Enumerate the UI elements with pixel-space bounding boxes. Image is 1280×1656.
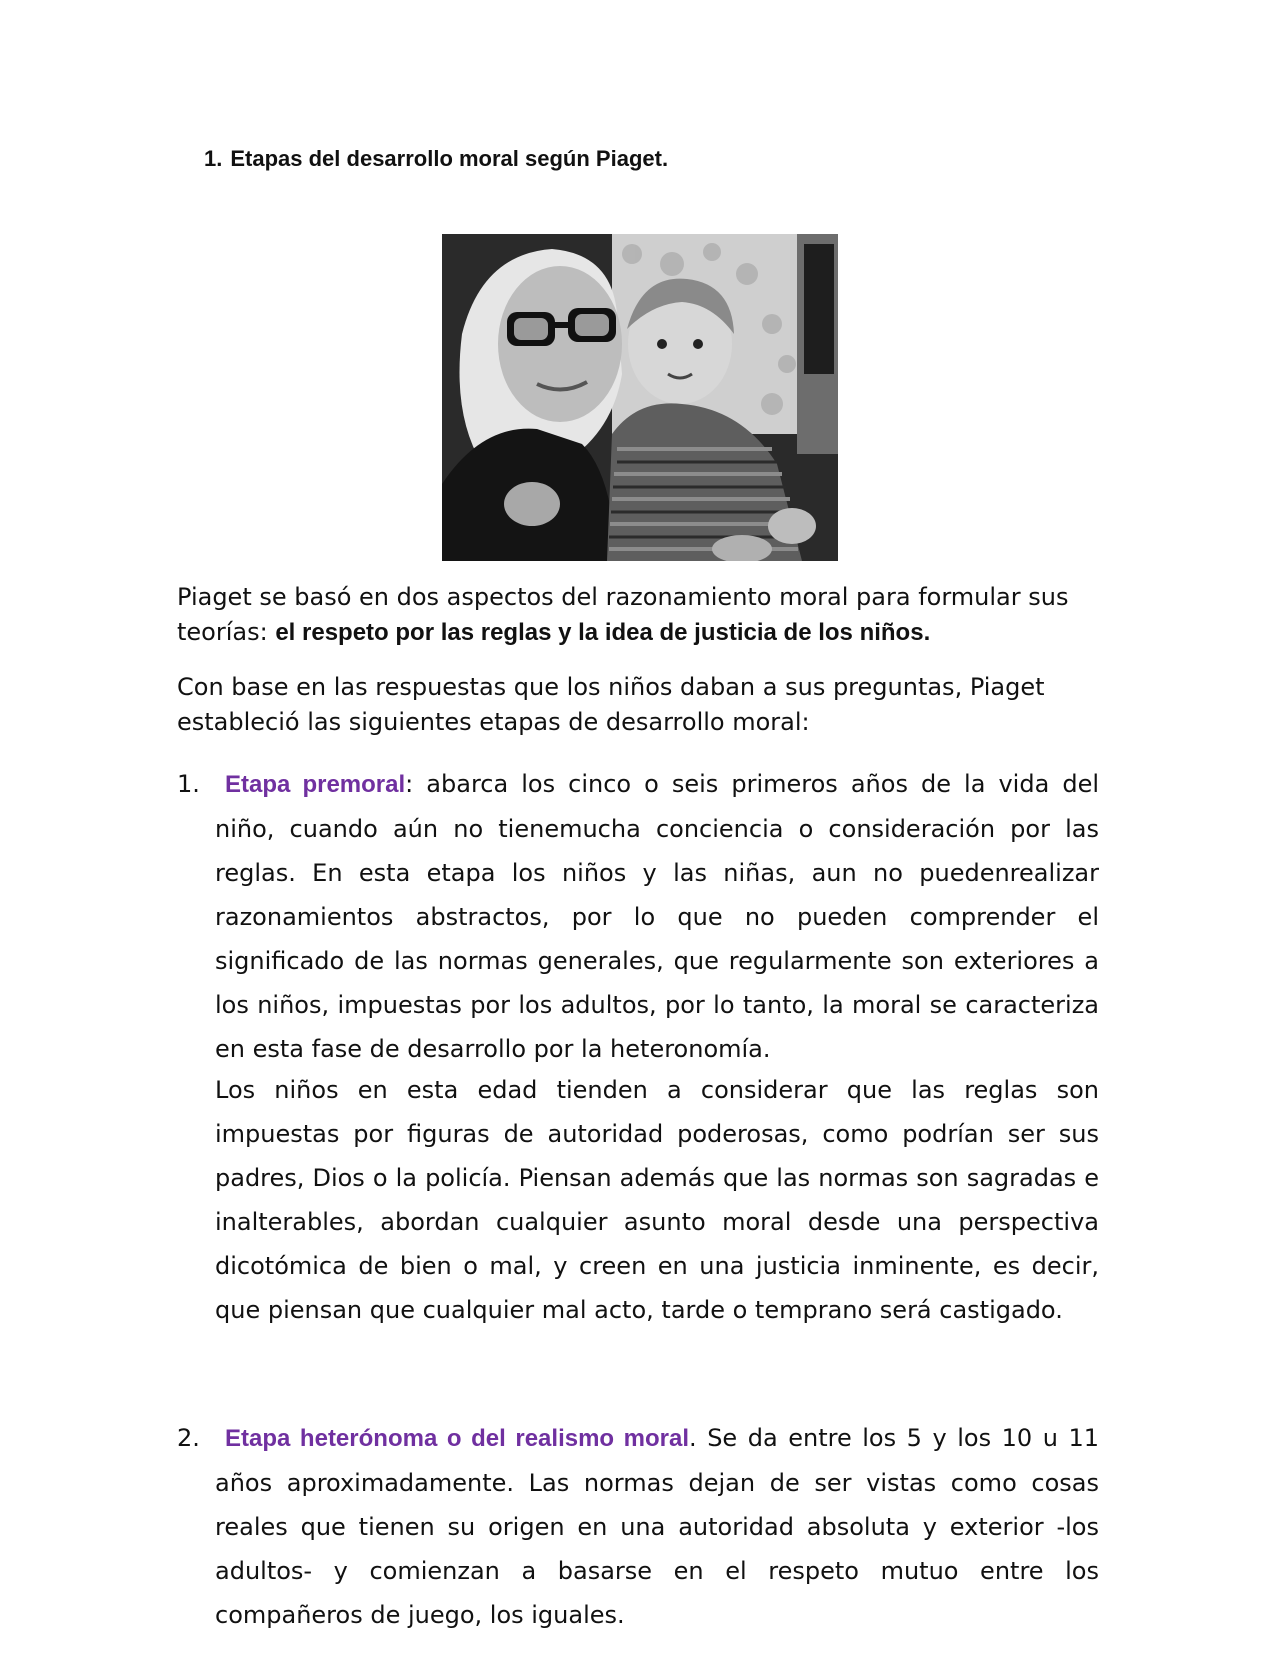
piaget-photo bbox=[442, 234, 838, 561]
photo-piaget-with-child-icon bbox=[442, 234, 838, 561]
term-heteronoma: Etapa heterónoma o del realismo moral bbox=[225, 1425, 690, 1452]
list-item-1-continuation: Los niños en esta edad tienden a considerar que las reglas son impuestas por figuras de autoridad poderosas, como podrían ser sus padres, Dios o la policía. Piensan además que las normas son sagradas e inalterables, abordan cualquier asunto moral desde una perspectiva dicotómica de bien o mal, y creen en una justicia inminente, es decir, que piensan que cualquier mal acto, tarde o temprano será castigado. bbox=[215, 1076, 1099, 1324]
list-item-1 bbox=[215, 762, 1099, 1071]
intro-paragraph-2: Con base en las respuestas que los niños daban a sus preguntas, Piaget estableció las siguientes etapas de desarrollo moral: bbox=[177, 673, 1045, 736]
list-number-1: 1. bbox=[177, 770, 200, 798]
item-1-text: : abarca los cinco o seis primeros años de la vida del niño, cuando aún no tienemucha conciencia o consideración por las reglas. En esta etapa los niños y las niñas, aun no puedenrealizar razonamientos abstractos, por lo que no pueden comprender el significado de las normas generales, que regularmente son exteriores a los niños, impuestas por los adultos, por lo tanto, la moral se caracteriza en esta fase de desarrollo por la heteronomía. bbox=[215, 770, 1099, 1063]
term-premoral: Etapa premoral bbox=[225, 771, 406, 798]
intro-text-1: Piaget se basó en dos aspectos del razonamiento moral para formular sus teorías: bbox=[177, 583, 1069, 646]
intro-paragraph-1 bbox=[177, 580, 1117, 650]
section-heading bbox=[204, 146, 668, 172]
list-number-2: 2. bbox=[177, 1424, 200, 1452]
heading-number: 1. bbox=[204, 146, 223, 171]
list-item-2 bbox=[215, 1416, 1099, 1637]
intro-bold-text: el respeto por las reglas y la idea de justicia de los niños. bbox=[275, 619, 931, 646]
heading-text: Etapas del desarrollo moral según Piaget. bbox=[230, 146, 669, 171]
item-2-text: . Se da entre los 5 y los 10 u 11 años aproximadamente. Las normas dejan de ser vistas como cosas reales que tienen su origen en una autoridad absoluta y exterior -los adultos- y comienzan a basarse en el respeto mutuo entre los compañeros de juego, los iguales. bbox=[215, 1424, 1099, 1629]
